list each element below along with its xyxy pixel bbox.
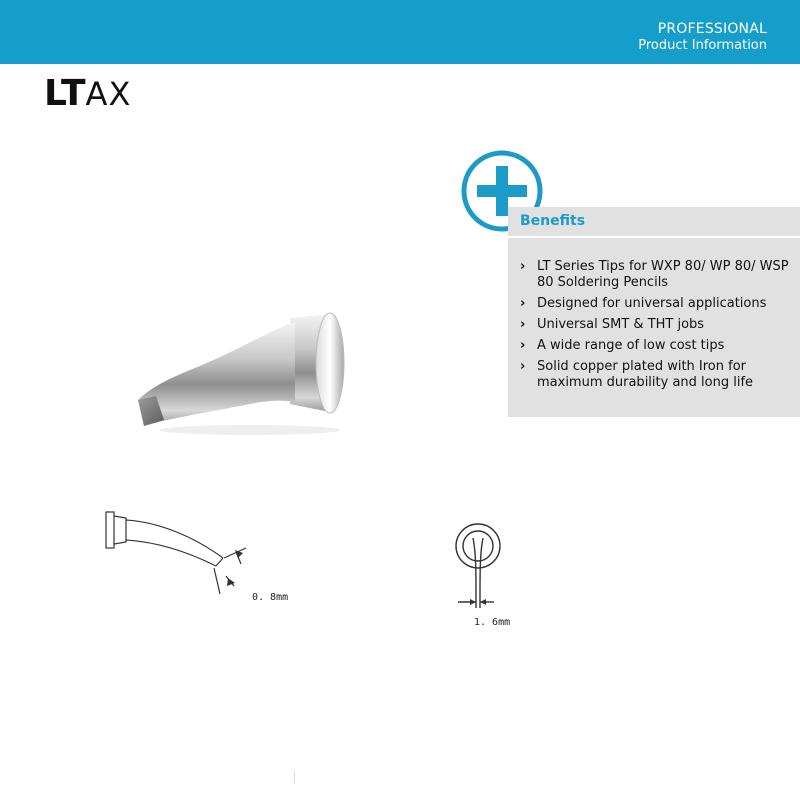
product-title-light: AX	[85, 75, 132, 113]
decorative-divider	[294, 770, 295, 784]
header-product-information: Product Information	[638, 38, 767, 53]
benefit-item	[520, 259, 794, 291]
benefit-text: Solid copper plated with Iron for maximum durability and long life	[537, 359, 754, 390]
side-dimension-label: 0. 8mm	[252, 592, 289, 603]
front-view-drawing	[440, 512, 540, 632]
front-dimension-label: 1. 6mm	[474, 617, 511, 628]
chevron-right-icon: ›	[520, 359, 526, 374]
chevron-right-icon: ›	[520, 338, 526, 353]
soldering-tip-image	[130, 300, 360, 440]
product-title	[44, 72, 131, 116]
chevron-right-icon: ›	[520, 296, 526, 311]
benefits-list	[520, 259, 794, 396]
benefit-item	[520, 338, 794, 354]
benefit-item	[520, 317, 794, 333]
chevron-right-icon: ›	[520, 317, 526, 332]
header-bar	[0, 0, 800, 64]
benefit-text: LT Series Tips for WXP 80/ WP 80/ WSP 80 Soldering Pencils	[537, 259, 789, 290]
benefit-text: Universal SMT & THT jobs	[537, 317, 705, 332]
benefits-title: Benefits	[520, 213, 586, 229]
benefit-text: Designed for universal applications	[537, 296, 767, 311]
benefit-item	[520, 296, 794, 312]
benefits-divider	[508, 236, 800, 238]
benefit-text: A wide range of low cost tips	[537, 338, 725, 353]
chevron-right-icon: ›	[520, 259, 526, 274]
header-professional: PROFESSIONAL	[657, 21, 767, 37]
product-title-bold: LT	[44, 73, 86, 114]
benefit-item	[520, 359, 794, 391]
benefits-panel	[508, 207, 800, 417]
